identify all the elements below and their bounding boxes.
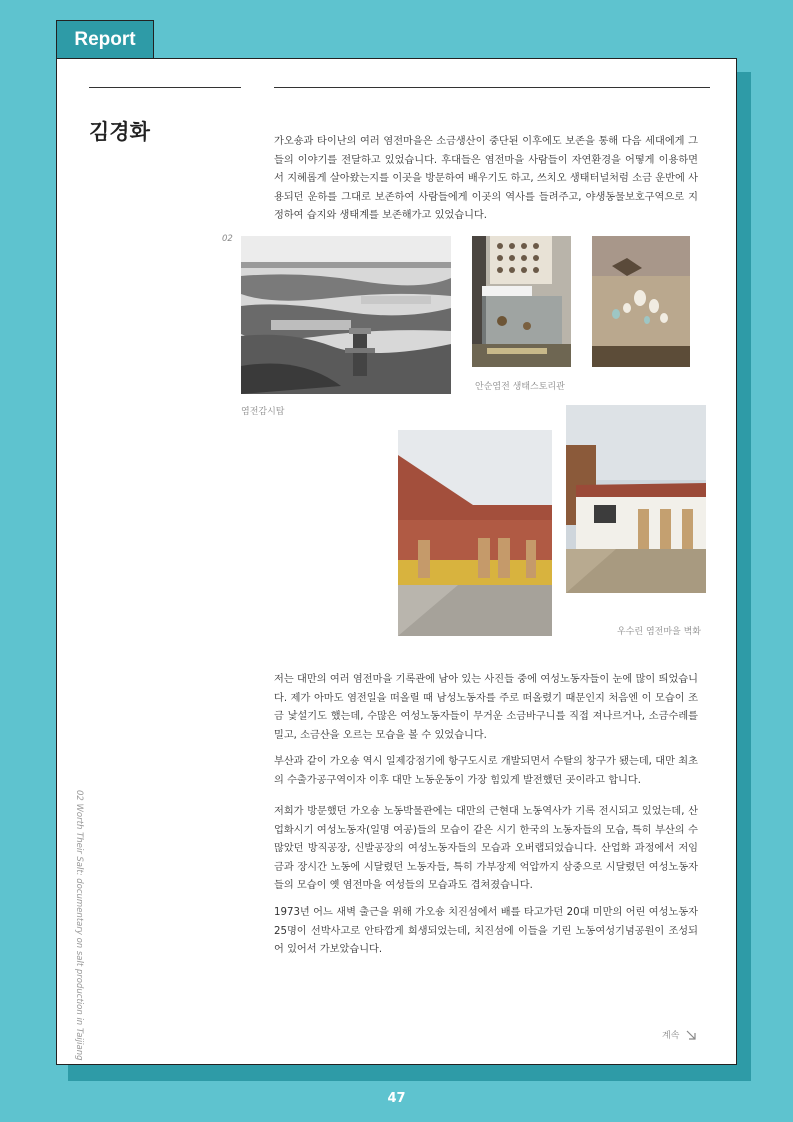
- paragraph-labor-museum: 저희가 방문했던 가오숑 노동박물관에는 대만의 근현대 노동역사가 기록 전시되고 있었는데, 산업화시기 여성노동자(일명 여공)들의 모습이 같은 시기 한국의 노동자들의 모습, 특히 부산의 수많았던 방직공장, 신발공장의 여성노동자들의 모습과 오버랩되었습니다. 산업화 과정에서 저임금과 장시간 노동에 시달렸던 노동자들, 특히 가부장제 억압까지 삼중으로 시달렸던 여성노동자들의 모습이 옛 염전마을 여성들의 모습과도 겹쳐졌습니다.: [274, 806, 698, 891]
- side-running-title: 02 Worth Their Salt: documentary on salt production in Taijiang: [74, 790, 84, 1061]
- continue-indicator: [662, 1028, 697, 1041]
- continue-label: 계속: [662, 1031, 680, 1041]
- photo-salt-watchtower: [241, 236, 451, 394]
- page-number: 47: [387, 1091, 406, 1106]
- caption-museum: 안순염전 생태스토리관: [475, 382, 565, 392]
- paragraph-women-workers: 저는 대만의 여러 염전마을 기록관에 남아 있는 사진들 중에 여성노동자들이 눈에 많이 띄었습니다. 제가 아마도 염전일을 떠올릴 때 남성노동자를 주로 떠올렸기 때문인지 처음엔 이 모습이 조금 낯설기도 했는데, 수많은 여성노동자들이 무거운 소금바구니를 직접 져나르거나, 소금수레를 밀고, 소금산을 오르는 모습을 볼 수 있었습니다.: [274, 674, 698, 741]
- caption-mural: 우수린 염전마을 벽화: [617, 627, 701, 637]
- section-tab: Report: [56, 20, 154, 58]
- author-name: 김경화: [89, 120, 150, 144]
- paragraph-kaohsiung-history: 부산과 같이 가오숑 역시 일제강점기에 항구도시로 개발되면서 수탈의 창구가 됐는데, 대만 최초의 수출가공구역이자 이후 대만 노동운동이 가장 힘있게 발전했던 곳이라고 합니다.: [274, 756, 698, 786]
- intro-paragraph: 가오숑과 타이난의 여러 염전마을은 소금생산이 중단된 이후에도 보존을 통해 다음 세대에게 그들의 이야기를 전달하고 있었습니다. 후대들은 염전마을 사람들이 자연환경을 어떻게 이용하면서 지혜롭게 살아왔는지를 이곳을 방문하여 배우기도 하고, 쓰치오 생태터널처럼 소금 운반에 사용되던 운하를 그대로 보존하여 사람들에게 이곳의 역사를 들려주고, 야생동물보호구역으로 지정하여 습지와 생태계를 보존해가고 있었습니다.: [274, 136, 698, 221]
- photo-mural-wall: [566, 405, 706, 593]
- photo-museum-eggs: [592, 236, 690, 367]
- figure-number: 02: [222, 234, 233, 244]
- caption-tower: 염전감시탑: [241, 407, 285, 417]
- photo-mural-street: [398, 430, 552, 636]
- divider-right: [274, 87, 710, 88]
- photo-museum-birds: [472, 236, 571, 367]
- paragraph-cijin-memorial: 1973년 어느 새벽 출근을 위해 가오숑 치진섬에서 배를 타고가던 20대 미만의 어린 여성노동자 25명이 선박사고로 안타깝게 희생되었는데, 치진섬에 이들을 기린 노동여성기념공원이 조성되어 있어서 가보았습니다.: [274, 907, 698, 955]
- divider-left: [89, 87, 241, 88]
- arrow-down-right-icon: [685, 1029, 697, 1041]
